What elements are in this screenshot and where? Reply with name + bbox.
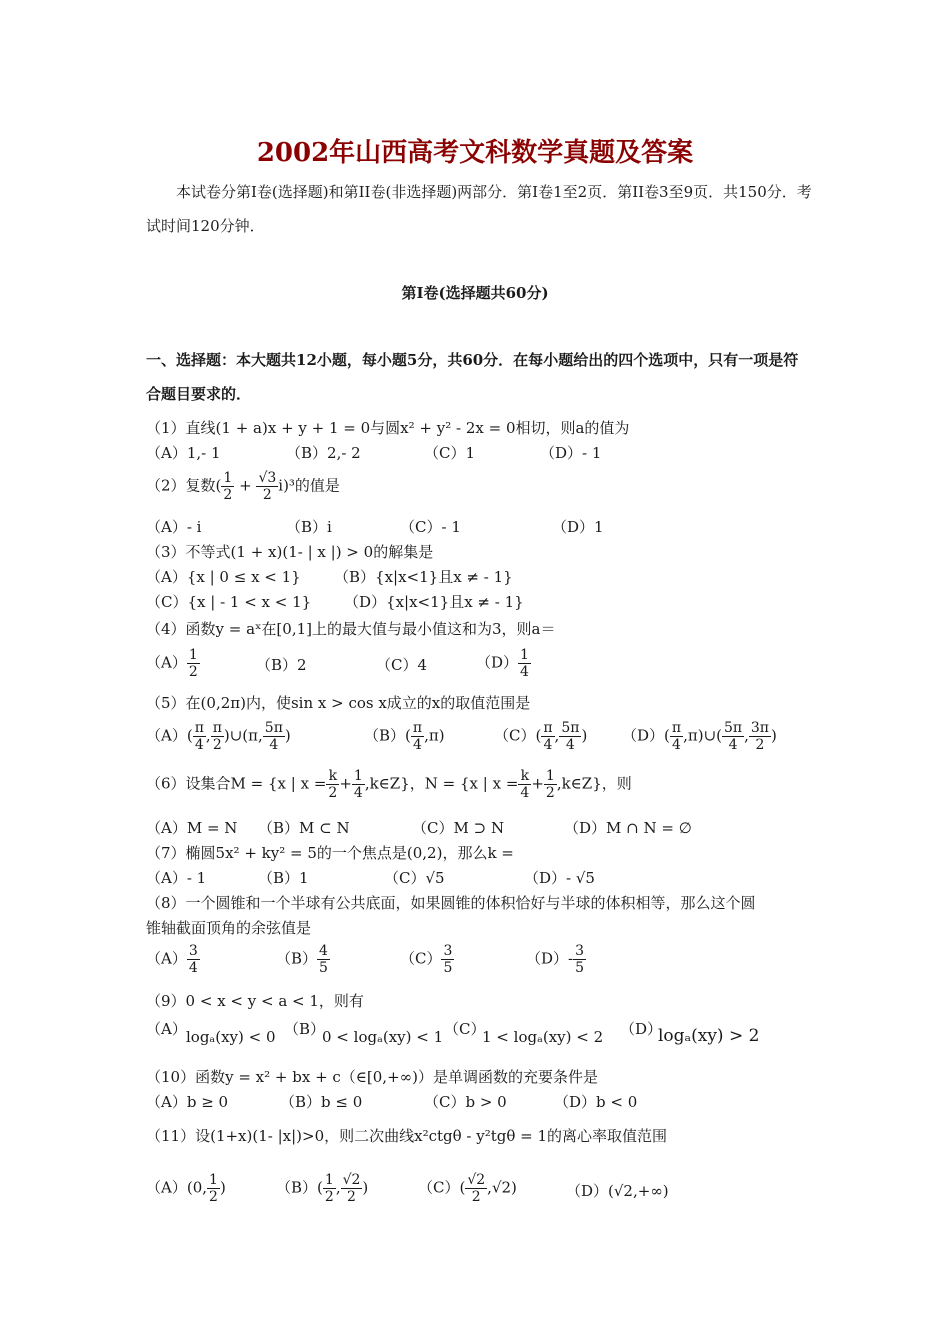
q1-option-c: （C）1	[424, 444, 476, 462]
q5-option-c: （C）( $\frac{\pi}{4}$ , $\frac{5\pi}{4}$ )	[494, 720, 588, 753]
q9-option-d-label: （D）	[620, 1020, 663, 1038]
q3-stem: （3）不等式(1 + x)(1- | x |) > 0的解集是	[146, 543, 434, 561]
q6-option-b: （B）M ⊂ N	[258, 819, 350, 837]
q11-option-c: （C）( $\frac{√2}{2}$ ,√2)	[418, 1172, 517, 1205]
q2-option-d: （D）1	[552, 518, 604, 536]
q9-option-a: logₐ(xy) < 0	[186, 1028, 276, 1046]
q9-option-b: 0 < logₐ(xy) < 1	[322, 1028, 444, 1046]
q5-option-c-label: （C）	[494, 726, 536, 745]
q2-stem-pre: （2）复数(	[146, 476, 222, 495]
q3-option-d: （D）{x|x<1}且x ≠ - 1}	[344, 593, 524, 611]
q7-option-a: （A）- 1	[146, 869, 207, 887]
q5-option-a: （A）( $\frac{\pi}{4}$ , $\frac{\pi}{2}$ )∪(π, $\frac{5\pi}{4}$ )	[146, 720, 291, 753]
q10-option-a: （A）b ≥ 0	[146, 1093, 229, 1111]
q2-stem-post: i)³的值是	[278, 476, 340, 495]
q5-option-a-label: （A）	[146, 726, 187, 745]
q8-option-a-label: （A）	[146, 949, 187, 968]
q6-stem-a: （6）设集合M = {x | x =	[146, 774, 327, 793]
q8-stem-line1: （8）一个圆锥和一个半球有公共底面，如果圆锥的体积恰好与半球的体积相等，那么这个圆	[146, 894, 756, 912]
q9-option-d: logₐ(xy) > 2	[658, 1026, 760, 1046]
q8-option-a: （A） $\frac{3}{4}$	[146, 943, 198, 976]
q7-stem: （7）椭圆5x² + ky² = 5的一个焦点是(0,2)，那么k =	[146, 844, 514, 862]
q4-option-a-label: （A）	[146, 653, 187, 672]
q1-stem: （1）直线(1 + a)x + y + 1 = 0与圆x² + y² - 2x = 0相切，则a的值为	[146, 419, 630, 437]
q11-option-a-label: （A）	[146, 1178, 187, 1197]
q8-stem-line2: 锥轴截面顶角的余弦值是	[146, 919, 312, 937]
q10-option-b: （B）b ≤ 0	[280, 1093, 363, 1111]
q2-option-a: （A）- i	[146, 518, 202, 536]
q4-option-c: （C）4	[376, 656, 428, 674]
q2-frac-sqrt3: $\frac{√3}{2}$	[258, 470, 277, 503]
q4-stem: （4）函数y = aˣ在[0,1]上的最大值与最小值这和为3，则a＝	[146, 620, 556, 638]
page-title: 2002年山西高考文科数学真题及答案	[256, 138, 694, 168]
q2-option-c: （C）- 1	[400, 518, 461, 536]
q4-option-b: （B）2	[256, 656, 307, 674]
q9-stem: （9）0 < x < y < a < 1，则有	[146, 992, 364, 1010]
q7-option-c: （C）√5	[384, 869, 445, 887]
q11-option-b-label: （B）	[276, 1178, 318, 1197]
q6-option-a: （A）M = N	[146, 819, 238, 837]
q5-stem: （5）在(0,2π)内，使sin x > cos x成立的x的取值范围是	[146, 694, 531, 712]
q1-option-d: （D）- 1	[540, 444, 602, 462]
q11-option-b: （B）( $\frac{1}{2}$ , $\frac{√2}{2}$ )	[276, 1172, 369, 1205]
q5-option-d: （D）( $\frac{\pi}{4}$ ,π)∪( $\frac{5\pi}{4}$ , $\frac{3\pi}{2}$ )	[622, 720, 777, 753]
q8-option-b-label: （B）	[276, 949, 318, 968]
instructions: 一、选择题：本大题共12小题，每小题5分，共60分．在每小题给出的四个选项中，只有一项是符合题目要求的．	[146, 351, 799, 403]
q8-option-d-label: （D）-	[526, 949, 574, 968]
q11-option-c-label: （C）	[418, 1178, 460, 1197]
q9-option-b-label: （B）	[284, 1020, 326, 1038]
q1-option-a: （A）1,- 1	[146, 444, 221, 462]
q10-option-c: （C）b > 0	[424, 1093, 507, 1111]
q5-option-d-label: （D）	[622, 726, 665, 745]
q11-option-d: （D）(√2,+∞)	[566, 1182, 669, 1200]
q6-stem-c: ，则	[601, 774, 632, 793]
q5-option-b-label: （B）	[364, 726, 406, 745]
q2-frac-half: $\frac{1}{2}$	[223, 470, 233, 503]
q2-stem: （2）复数( $\frac{1}{2}$ + $\frac{√3}{2}$ i)³的值是	[146, 470, 340, 503]
q6-option-d: （D）M ∩ N = ∅	[564, 819, 692, 837]
q2-option-b: （B）i	[286, 518, 332, 536]
q3-option-a: （A）{x | 0 ≤ x < 1}	[146, 568, 301, 586]
q7-option-b: （B）1	[258, 869, 309, 887]
q8-option-c-label: （C）	[400, 949, 442, 968]
q1-option-b: （B）2,- 2	[286, 444, 361, 462]
q9-option-a-label: （A）	[146, 1020, 187, 1038]
q4-option-d: （D） $\frac{1}{4}$	[476, 647, 529, 680]
q8-option-d: （D）- $\frac{3}{5}$	[526, 943, 585, 976]
section-heading: 第I卷(选择题共60分)	[401, 284, 549, 302]
q5-option-b: （B）( $\frac{\pi}{4}$ ,π)	[364, 720, 445, 753]
q3-option-b: （B）{x|x<1}且x ≠ - 1}	[334, 568, 513, 586]
q6-option-c: （C）M ⊃ N	[412, 819, 505, 837]
q10-option-d: （D）b < 0	[554, 1093, 638, 1111]
intro-text: 本试卷分第I卷(选择题)和第II卷(非选择题)两部分．第I卷1至2页．第II卷3至9页．共150分．考试时间120分钟．	[146, 183, 812, 235]
q9-option-c: 1 < logₐ(xy) < 2	[482, 1028, 604, 1046]
q10-stem: （10）函数y = x² + bx + c（∈[0,+∞)）是单调函数的充要条件是	[146, 1068, 598, 1086]
q11-stem: （11）设(1+x)(1- |x|)>0，则二次曲线x²ctgθ - y²tgθ = 1的离心率取值范围	[146, 1127, 668, 1145]
q3-option-c: （C）{x | - 1 < x < 1}	[146, 593, 312, 611]
q6-stem: （6）设集合M = {x | x = $\frac{k}{2}$ + $\frac{1}{4}$ ,k∈Z}，N = {x | x = $\frac{k}{4}$ + $\frac{1}{2}$ ,k∈Z}，则	[146, 768, 632, 801]
q8-option-b: （B） $\frac{4}{5}$	[276, 943, 328, 976]
q6-stem-b: ，N = {x | x =	[409, 774, 519, 793]
q4-option-a: （A） $\frac{1}{2}$	[146, 647, 198, 680]
q7-option-d: （D）- √5	[524, 869, 595, 887]
q4-option-d-label: （D）	[476, 653, 519, 672]
q11-option-a: （A）(0, $\frac{1}{2}$ )	[146, 1172, 226, 1205]
q8-option-c: （C） $\frac{3}{5}$	[400, 943, 453, 976]
q9-option-c-label: （C）	[444, 1020, 486, 1038]
